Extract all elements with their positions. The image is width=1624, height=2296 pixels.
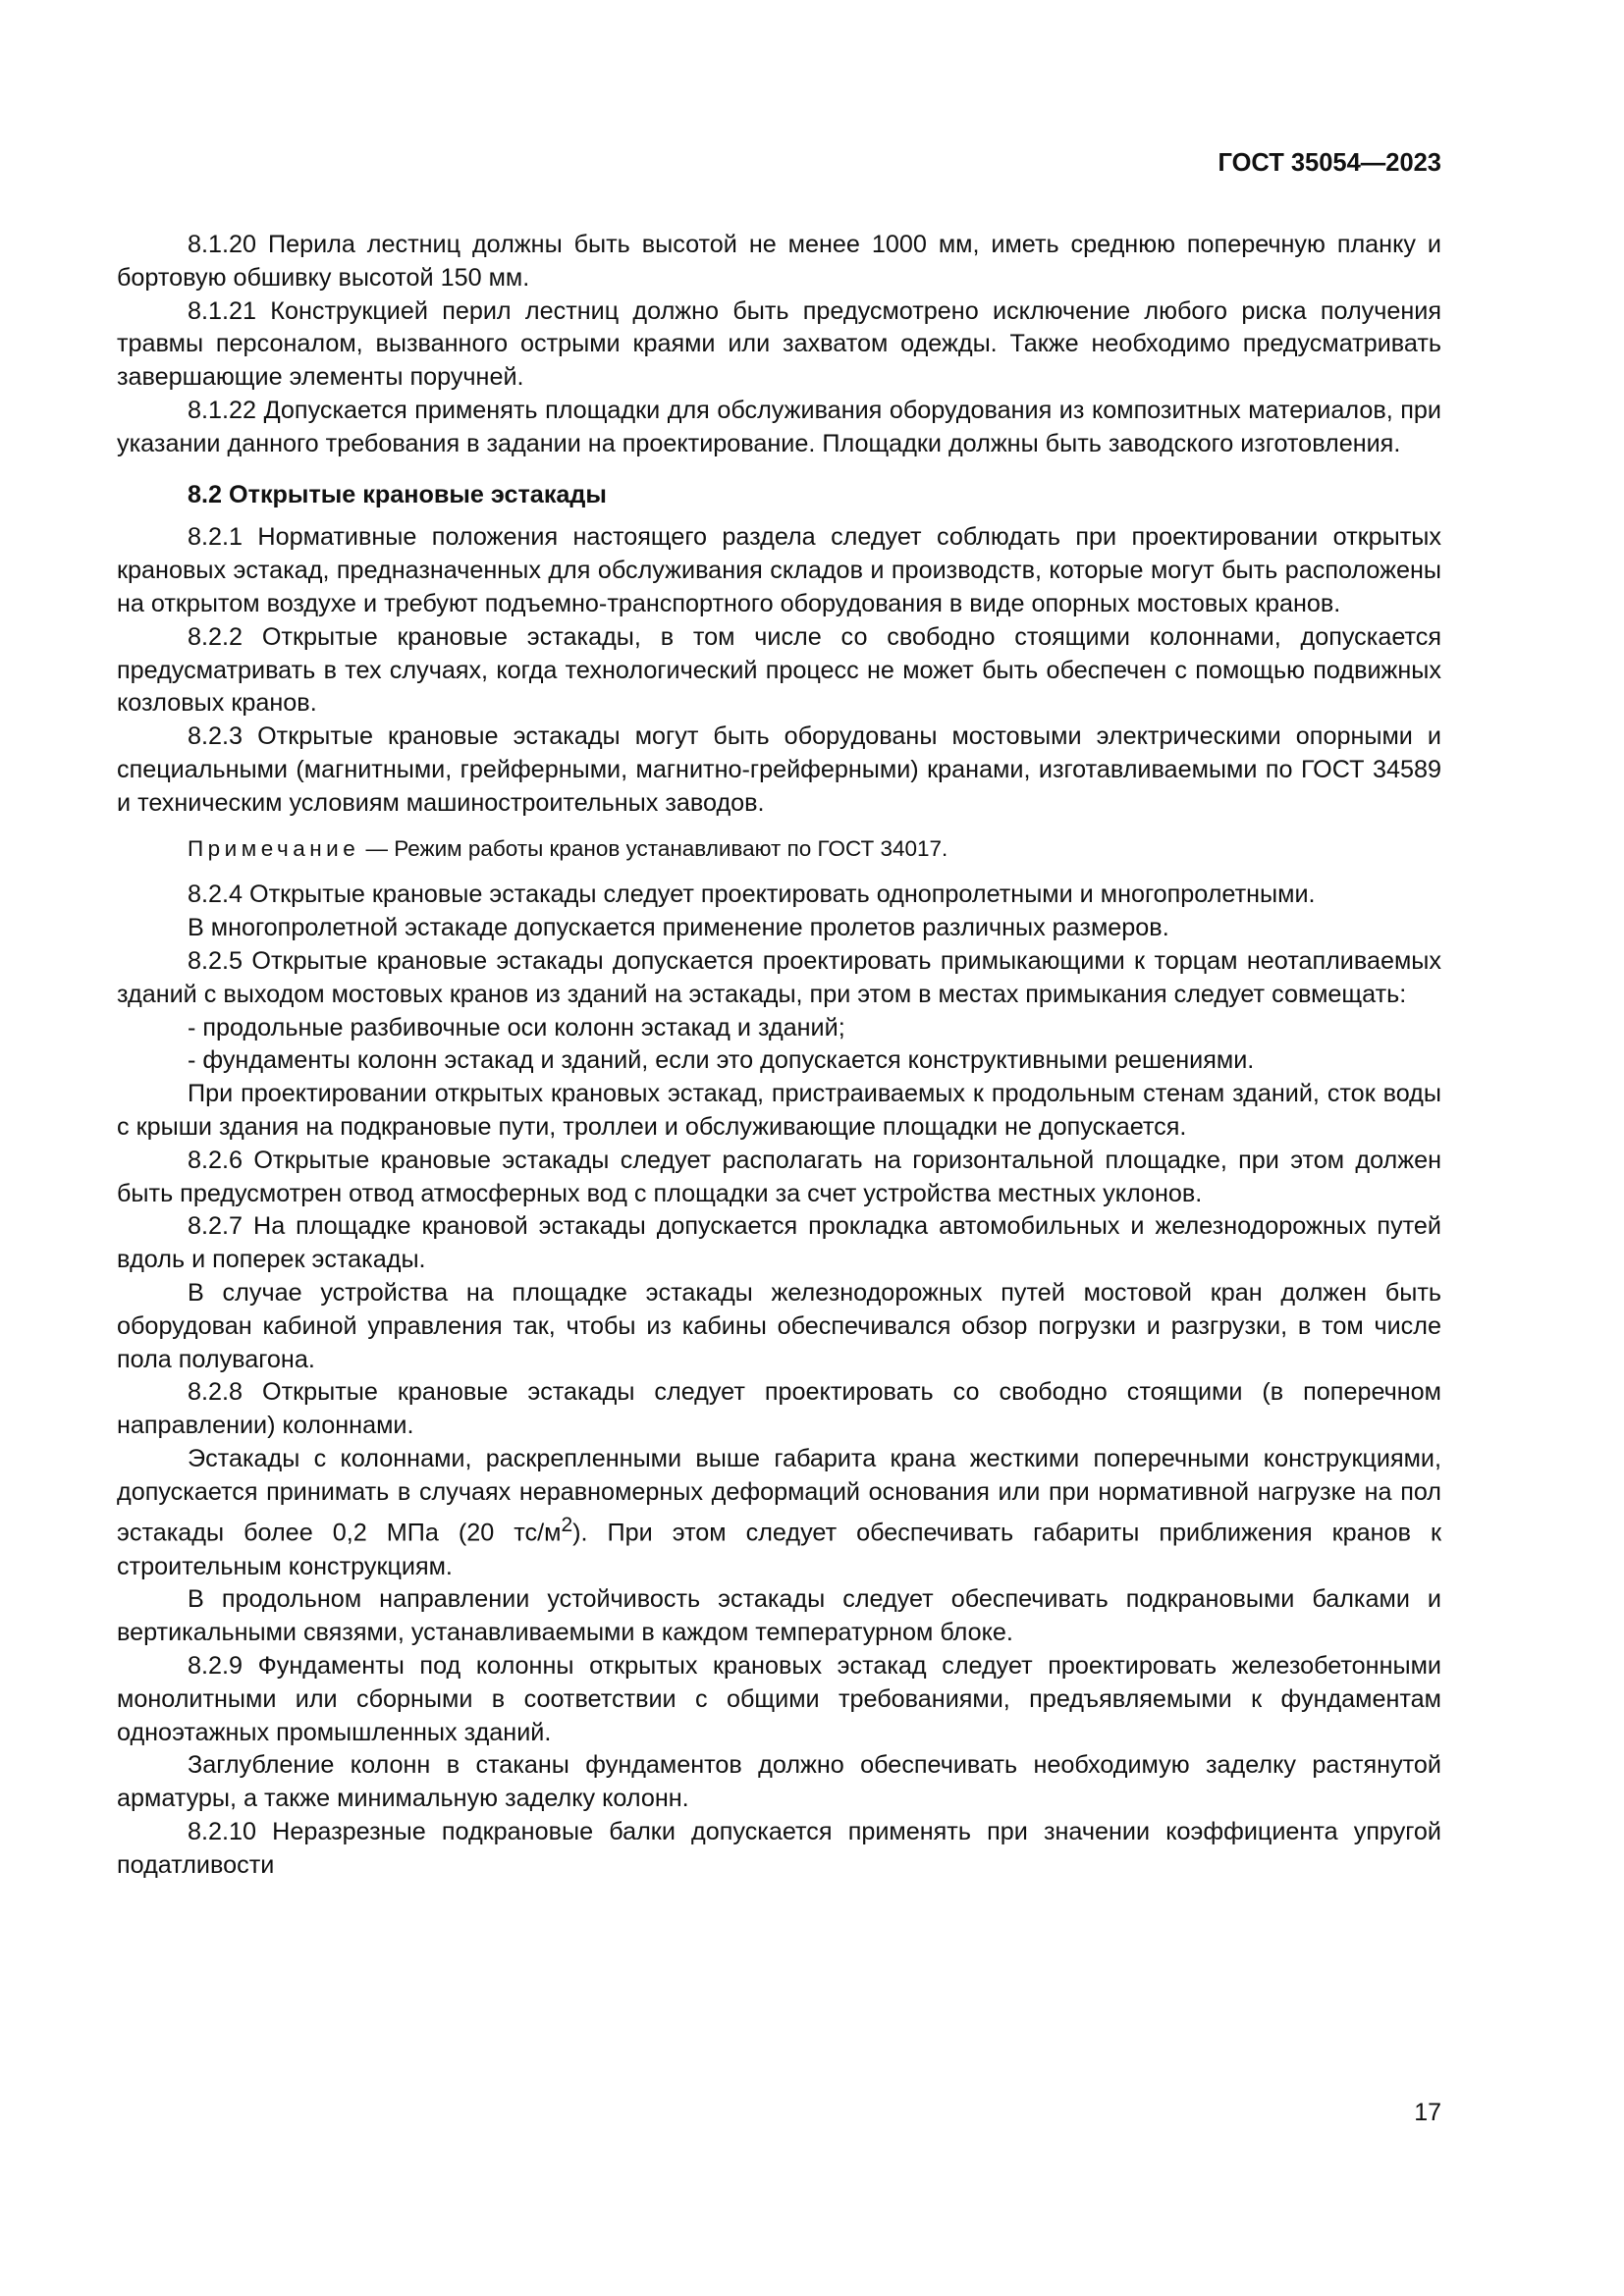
paragraph-8-2-2: 8.2.2 Открытые крановые эстакады, в том числе со свободно стоящими колоннами, допускается предусматривать в тех случаях, когда технологический процесс не может быть обеспечен с помощью подвижных козловых кранов. bbox=[117, 622, 1441, 718]
section-heading-8-2: 8.2 Открытые крановые эстакады bbox=[188, 480, 607, 508]
paragraph-drainage: При проектировании открытых крановых эстакад, пристраиваемых к продольным стенам зданий, сток воды с крыши здания на подкрановые пути, троллеи и обслуживающие площадки не допускается. bbox=[117, 1080, 1441, 1141]
paragraph-8-2-3: 8.2.3 Открытые крановые эстакады могут быть оборудованы мостовыми электрическими опорными и специальными (магнитными, грейферными, магнитно-грейферными) кранами, изготавливаемыми по ГОСТ 34589 и техническим условиям машиностроительных заводов. bbox=[117, 722, 1441, 817]
paragraph-8-2-6: 8.2.6 Открытые крановые эстакады следует располагать на горизонтальной площадке, при этом должен быть предусмотрен отвод атмосферных вод с площадки за счет устройства местных уклонов. bbox=[117, 1146, 1441, 1207]
paragraph-8-1-21: 8.1.21 Конструкцией перил лестниц должно быть предусмотрено исключение любого риска получения травмы персоналом, вызванного острыми краями или захватом одежды. Также необходимо предусматривать завершающие элементы поручней. bbox=[117, 296, 1441, 392]
document-body bbox=[117, 229, 1441, 1883]
paragraph-8-2-8: 8.2.8 Открытые крановые эстакады следует проектировать со свободно стоящими (в поперечном направлении) колоннами. bbox=[117, 1378, 1441, 1440]
page-number: 17 bbox=[1414, 2099, 1441, 2126]
note-dash: — bbox=[359, 835, 395, 861]
paragraph-8-2-7: 8.2.7 На площадке крановой эстакады допускается прокладка автомобильных и железнодорожных путей вдоль и поперек эстакады. bbox=[117, 1212, 1441, 1274]
note-label: Примечание bbox=[188, 835, 360, 861]
paragraph-8-2-9: 8.2.9 Фундаменты под колонны открытых крановых эстакад следует проектировать железобетонными монолитными или сборными в соответствии с общими требованиями, предъявляемыми к фундаментам одноэтажных промышленных зданий. bbox=[117, 1652, 1441, 1746]
paragraph-multispan: В многопролетной эстакаде допускается применение пролетов различных размеров. bbox=[188, 914, 1169, 942]
superscript-2: 2 bbox=[561, 1514, 573, 1537]
paragraph-braced-columns-text-end: ). При этом следует обеспечивать габариты приближения кранов к строительным конструкциям. bbox=[117, 1519, 1441, 1580]
paragraph-rail-tracks: В случае устройства на площадке эстакады железнодорожных путей мостовой кран должен быть оборудован кабиной управления так, чтобы из кабины обеспечивался обзор погрузки и разгрузки, в том числе пола полувагона. bbox=[117, 1278, 1441, 1373]
paragraph-braced-columns-text: Эстакады с колоннами, раскрепленными выше габарита крана жесткими поперечными конструкциями, допускается принимать в случаях неравномерных деформаций основания или при нормативной нагрузке на пол эстакады более 0,2 МПа (20 тс/м bbox=[117, 1444, 1441, 1547]
paragraph-longitudinal-stability: В продольном направлении устойчивость эстакады следует обеспечивать подкрановыми балками и вертикальными связями, устанавливаемыми в каждом температурном блоке. bbox=[117, 1585, 1441, 1647]
document-id-header: ГОСТ 35054—2023 bbox=[1218, 149, 1441, 177]
paragraph-8-2-5: 8.2.5 Открытые крановые эстакады допускается проектировать примыкающими к торцам неотапливаемых зданий с выходом мостовых кранов из зданий на эстакады, при этом в местах примыкания следует совмещать: bbox=[117, 946, 1441, 1008]
paragraph-8-1-20: 8.1.20 Перила лестниц должны быть высотой не менее 1000 мм, иметь среднюю поперечную планку и бортовую обшивку высотой 150 мм. bbox=[117, 231, 1441, 292]
paragraph-8-2-1: 8.2.1 Нормативные положения настоящего раздела следует соблюдать при проектировании открытых крановых эстакад, предназначенных для обслуживания складов и производств, которые могут быть расположены на открытом воздухе и требуют подъемно-транспортного оборудования в виде опорных мостовых кранов. bbox=[117, 523, 1441, 617]
list-item: - продольные разбивочные оси колонн эстакад и зданий; bbox=[188, 1013, 845, 1041]
paragraph-8-1-22: 8.1.22 Допускается применять площадки для обслуживания оборудования из композитных материалов, при указании данного требования в задании на проектирование. Площадки должны быть заводского изготовления. bbox=[117, 396, 1441, 457]
paragraph-column-embedment: Заглубление колонн в стаканы фундаментов должно обеспечивать необходимую заделку растянутой арматуры, а также минимальную заделку колонн. bbox=[117, 1751, 1441, 1813]
paragraph-8-2-10: 8.2.10 Неразрезные подкрановые балки допускается применять при значении коэффициента упругой податливости bbox=[117, 1818, 1441, 1879]
note bbox=[117, 832, 1441, 866]
list-item: - фундаменты колонн эстакад и зданий, если это допускается конструктивными решениями. bbox=[188, 1046, 1255, 1075]
paragraph-braced-columns bbox=[117, 1443, 1441, 1584]
note-text: Режим работы кранов устанавливают по ГОСТ 34017. bbox=[394, 835, 948, 861]
paragraph-8-2-4: 8.2.4 Открытые крановые эстакады следует проектировать однопролетными и многопролетными. bbox=[188, 881, 1316, 909]
